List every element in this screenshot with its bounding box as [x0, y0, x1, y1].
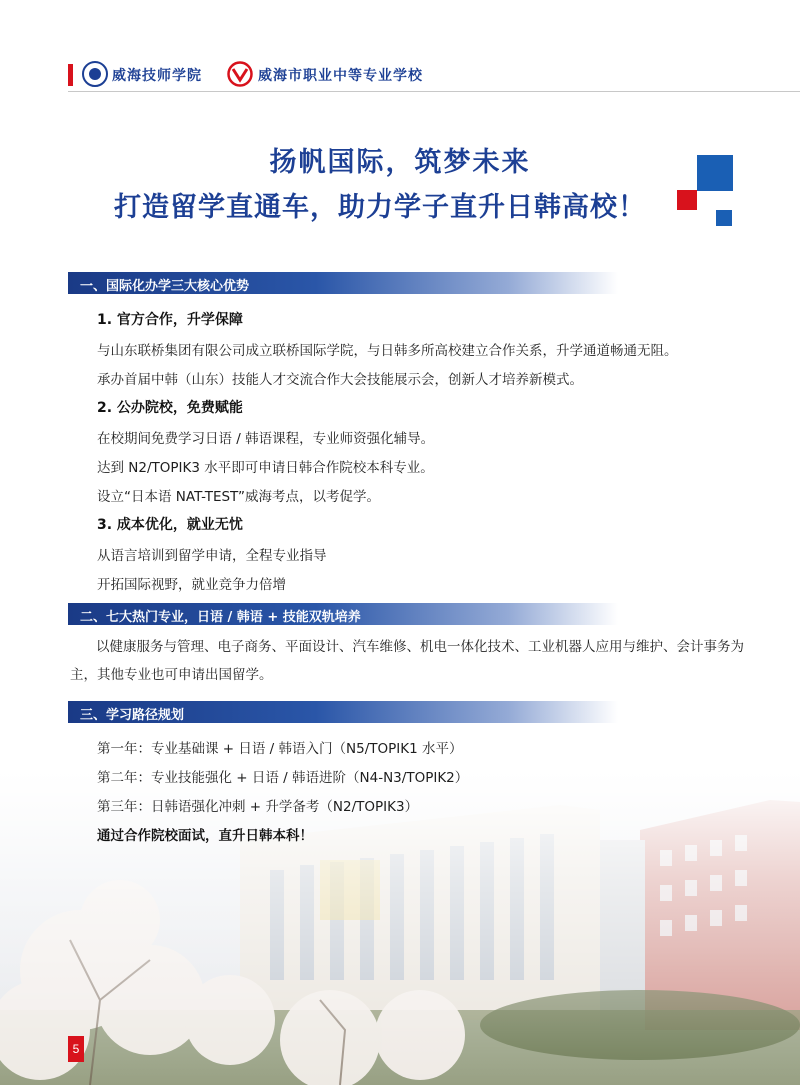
decor-red-square — [677, 190, 697, 210]
campus-photo — [0, 770, 800, 1085]
header-red-bar — [68, 64, 73, 86]
page-title-line1: 扬帆国际，筑梦未来 — [269, 147, 531, 178]
school-logo-icon — [227, 61, 253, 87]
page-header — [0, 56, 800, 92]
section-1-text: 在校期间免费学习日语 / 韩语课程，专业师资强化辅导。 — [97, 431, 435, 447]
section-1-sub-2: 2. 公办院校，免费赋能 — [97, 400, 243, 416]
study-path-year-1: 第一年：专业基础课 + 日语 / 韩语入门（N5/TOPIK1 水平） — [97, 741, 463, 757]
section-1-sub-3: 3. 成本优化，就业无忧 — [97, 517, 243, 533]
study-path-closing: 通过合作院校面试，直升日韩本科！ — [97, 828, 313, 844]
page-number: 5 — [68, 1036, 84, 1062]
decor-small-blue-square — [716, 210, 732, 226]
section-1-text: 设立“日本语 NAT-TEST”威海考点，以考促学。 — [97, 489, 380, 505]
section-3-heading: 三、学习路径规划 — [80, 708, 185, 723]
section-1-text: 承办首届中韩（山东）技能人才交流合作大会技能展示会，创新人才培养新模式。 — [97, 372, 583, 388]
header-divider — [68, 91, 800, 92]
section-1-text: 从语言培训到留学申请，全程专业指导 — [97, 548, 327, 564]
section-2-heading-bar — [68, 603, 618, 625]
section-2-paragraph-text: 以健康服务与管理、电子商务、平面设计、汽车维修、机电一体化技术、工业机器人应用与维护、会计事务为主，其他专业也可申请出国留学。 — [70, 639, 744, 683]
section-1-heading-bar — [68, 272, 618, 294]
study-path-year-3: 第三年：日韩语强化冲刺 + 升学备考（N2/TOPIK3） — [97, 799, 419, 815]
section-1-text: 开拓国际视野，就业竞争力倍增 — [97, 577, 286, 593]
section-2-heading: 二、七大热门专业，日语 / 韩语 + 技能双轨培养 — [80, 610, 361, 625]
section-1-text: 与山东联桥集团有限公司成立联桥国际学院，与日韩多所高校建立合作关系，升学通道畅通无阻。 — [97, 343, 678, 359]
school-name-1: 威海技师学院 — [112, 68, 202, 84]
study-path-year-2: 第二年：专业技能强化 + 日语 / 韩语进阶（N4-N3/TOPIK2） — [97, 770, 469, 786]
section-1-text: 达到 N2/TOPIK3 水平即可申请日韩合作院校本科专业。 — [97, 460, 434, 476]
page-title-line2: 打造留学直通车，助力学子直升日韩高校！ — [114, 192, 646, 223]
school-name-2: 威海市职业中等专业学校 — [258, 68, 423, 84]
section-3-heading-bar — [68, 701, 618, 723]
section-2-paragraph — [70, 633, 750, 689]
section-1-heading: 一、国际化办学三大核心优势 — [80, 279, 250, 294]
decor-blue-square — [697, 155, 733, 191]
section-1-sub-1: 1. 官方合作，升学保障 — [97, 312, 243, 328]
school-emblem-icon — [82, 61, 108, 87]
